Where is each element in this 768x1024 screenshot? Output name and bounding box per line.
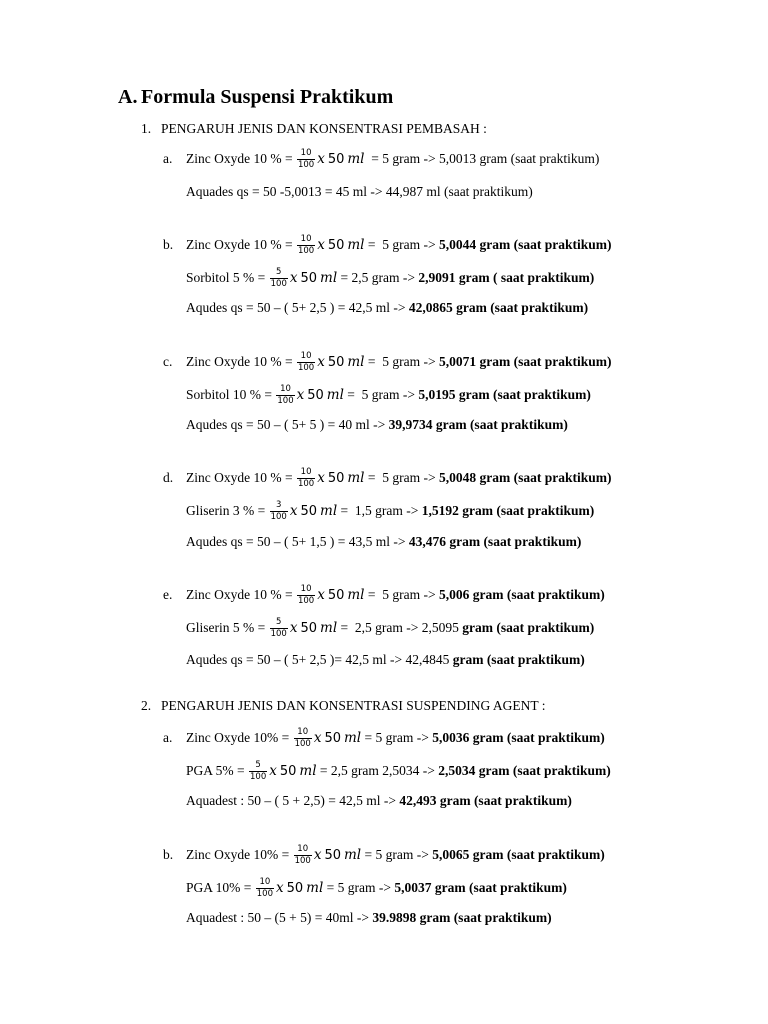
math-times: x — [289, 503, 298, 519]
fraction-denominator: 100 — [270, 278, 287, 289]
math-unit: ml — [347, 587, 365, 603]
math-value: 50 — [327, 237, 345, 253]
fraction-numerator: 5 — [276, 267, 282, 277]
formula-line — [186, 148, 599, 170]
formula-line — [186, 877, 567, 899]
result-value: 5,0195 gram (saat praktikum) — [418, 387, 591, 402]
section-number: 1. — [141, 121, 152, 136]
math-value: 50 — [279, 763, 297, 779]
line-text: Zinc Oxyde 10 % = — [186, 587, 296, 602]
fraction — [297, 235, 315, 255]
math-unit: ml — [344, 847, 362, 863]
math-value: 50 — [327, 587, 345, 603]
math-unit: ml — [347, 237, 365, 253]
section-title: PENGARUH JENIS DAN KONSENTRASI SUSPENDING AGENT : — [161, 698, 546, 713]
fraction — [249, 761, 267, 781]
formula-line — [186, 467, 611, 489]
math-value: 50 — [307, 387, 324, 403]
result-value: 5,0048 gram (saat praktikum) — [438, 470, 612, 485]
fraction-denominator: 100 — [250, 771, 267, 782]
fraction-numerator: 10 — [297, 844, 309, 854]
formula-line — [186, 790, 572, 812]
line-text: Zinc Oxyde 10 % = — [186, 470, 296, 485]
line-text: = 5 gram -> — [343, 387, 419, 402]
line-text: Aqudes qs = 50 – ( 5+ 1,5 ) = 43,5 ml -> — [186, 534, 409, 549]
fraction-denominator: 100 — [270, 511, 287, 522]
fraction-numerator: 10 — [300, 148, 312, 158]
fraction-denominator: 100 — [297, 159, 315, 170]
fraction-numerator: 10 — [300, 351, 312, 361]
result-value: 39.9898 gram (saat praktikum) — [372, 910, 552, 925]
math-times: x — [317, 354, 325, 370]
result-value: 5,0065 gram (saat praktikum) — [432, 847, 605, 862]
item-label: e. — [163, 587, 173, 602]
line-text: Zinc Oxyde 10% = — [186, 847, 293, 862]
page-heading — [118, 86, 393, 109]
formula-line — [186, 500, 594, 522]
line-text: = 5 gram -> — [323, 880, 395, 895]
fraction-numerator: 5 — [255, 760, 261, 770]
math-unit: ml — [320, 503, 338, 519]
formula-line — [186, 760, 611, 782]
result-value: 42,0865 gram (saat praktikum) — [408, 300, 589, 315]
math-times: x — [317, 587, 325, 603]
result-value: 1,5192 gram (saat praktikum) — [421, 503, 595, 518]
formula-line — [186, 649, 585, 671]
item-label: d. — [163, 470, 174, 485]
line-text: = 5 gram -> 5,0013 gram (saat praktikum) — [364, 151, 600, 166]
result-value: 2,5034 gram (saat praktikum) — [438, 763, 611, 778]
formula-line — [186, 727, 605, 749]
result-value: 5,0044 gram (saat praktikum) — [438, 237, 612, 252]
formula-line — [186, 234, 611, 256]
formula-line — [186, 531, 581, 553]
section-heading-1 — [141, 121, 487, 137]
math-value: 50 — [327, 354, 345, 370]
formula-line — [186, 907, 552, 929]
math-unit: ml — [326, 387, 344, 403]
math-unit: ml — [299, 763, 317, 779]
fraction-denominator: 100 — [277, 395, 294, 406]
section-number: 2. — [141, 698, 152, 713]
fraction — [294, 728, 312, 748]
math-times: x — [296, 387, 305, 403]
fraction-numerator: 10 — [259, 877, 271, 887]
line-text: Zinc Oxyde 10% = — [186, 730, 293, 745]
line-text: Zinc Oxyde 10 % = — [186, 151, 296, 166]
fraction — [276, 385, 294, 405]
math-times: x — [313, 730, 322, 746]
fraction-numerator: 10 — [300, 467, 312, 477]
result-value: 5,006 gram (saat praktikum) — [438, 587, 605, 602]
fraction — [297, 149, 315, 169]
line-text: = 5 gram -> — [361, 847, 433, 862]
fraction — [256, 878, 274, 898]
line-text: PGA 10% = — [186, 880, 255, 895]
fraction — [297, 352, 315, 372]
math-unit: ml — [320, 620, 338, 636]
result-value: gram (saat praktikum) — [462, 620, 595, 635]
fraction — [297, 468, 315, 488]
fraction-numerator: 10 — [297, 727, 309, 737]
item-label: c. — [163, 354, 173, 369]
line-text: Gliserin 3 % = — [186, 503, 269, 518]
line-text: Aqudes qs = 50 – ( 5+ 5 ) = 40 ml -> — [186, 417, 389, 432]
line-text: Sorbitol 5 % = — [186, 270, 269, 285]
item-label: b. — [163, 237, 174, 252]
section-title: PENGARUH JENIS DAN KONSENTRASI PEMBASAH : — [161, 121, 487, 136]
fraction-denominator: 100 — [256, 888, 273, 899]
fraction-numerator: 10 — [300, 234, 312, 244]
heading-letter: A. — [118, 86, 138, 108]
line-text: = 5 gram -> — [364, 587, 439, 602]
fraction-denominator: 100 — [270, 628, 287, 639]
section-heading-2 — [141, 698, 546, 714]
fraction-denominator: 100 — [297, 245, 315, 256]
item-label: a. — [163, 151, 173, 166]
line-text: = 5 gram -> — [361, 730, 433, 745]
line-text: = 2,5 gram 2,5034 -> — [316, 763, 439, 778]
result-value: gram (saat praktikum) — [452, 652, 585, 667]
result-value: 43,476 gram (saat praktikum) — [408, 534, 582, 549]
fraction-numerator: 10 — [300, 584, 312, 594]
line-text: = 5 gram -> — [364, 237, 439, 252]
formula-line — [186, 297, 588, 319]
math-times: x — [317, 151, 325, 167]
fraction-denominator: 100 — [294, 855, 311, 866]
math-unit: ml — [320, 270, 338, 286]
math-value: 50 — [327, 151, 345, 167]
result-value: 5,0036 gram (saat praktikum) — [432, 730, 605, 745]
math-times: x — [317, 470, 325, 486]
fraction — [270, 268, 288, 288]
fraction — [270, 501, 288, 521]
line-text: = 5 gram -> — [364, 470, 439, 485]
math-value: 50 — [324, 730, 341, 746]
fraction — [270, 618, 288, 638]
formula-line — [186, 414, 568, 436]
line-text: Zinc Oxyde 10 % = — [186, 354, 296, 369]
line-text: Sorbitol 10 % = — [186, 387, 276, 402]
formula-line — [186, 584, 605, 606]
result-value: 2,9091 gram ( saat praktikum) — [418, 270, 595, 285]
math-value: 50 — [300, 503, 318, 519]
fraction-denominator: 100 — [297, 478, 315, 489]
formula-line — [186, 351, 611, 373]
formula-line — [186, 617, 594, 639]
formula-line — [186, 844, 605, 866]
fraction — [297, 585, 315, 605]
math-times: x — [317, 237, 325, 253]
math-times: x — [289, 620, 298, 636]
result-value: 5,0071 gram (saat praktikum) — [438, 354, 612, 369]
fraction — [294, 845, 312, 865]
line-text: = 2,5 gram -> 2,5095 — [337, 620, 463, 635]
fraction-numerator: 10 — [280, 384, 291, 394]
math-value: 50 — [300, 270, 318, 286]
line-text: Aqudes qs = 50 – ( 5+ 2,5 ) = 42,5 ml -> — [186, 300, 409, 315]
fraction-denominator: 100 — [297, 362, 315, 373]
formula-line — [186, 181, 533, 203]
item-label: a. — [163, 730, 173, 745]
math-unit: ml — [347, 151, 365, 167]
math-times: x — [289, 270, 298, 286]
line-text: = 1,5 gram -> — [337, 503, 422, 518]
line-text: Aquadest : 50 – ( 5 + 2,5) = 42,5 ml -> — [186, 793, 400, 808]
math-unit: ml — [347, 470, 365, 486]
math-value: 50 — [327, 470, 345, 486]
math-times: x — [269, 763, 277, 779]
fraction-denominator: 100 — [297, 595, 315, 606]
line-text: Zinc Oxyde 10 % = — [186, 237, 296, 252]
formula-line — [186, 384, 591, 406]
line-text: Aqudes qs = 50 – ( 5+ 2,5 )= 42,5 ml -> 42,4845 — [186, 652, 453, 667]
line-text: = 2,5 gram -> — [337, 270, 419, 285]
math-times: x — [313, 847, 322, 863]
fraction-numerator: 5 — [276, 617, 282, 627]
math-value: 50 — [324, 847, 341, 863]
fraction-denominator: 100 — [294, 738, 311, 749]
math-unit: ml — [347, 354, 365, 370]
math-value: 50 — [286, 880, 304, 896]
line-text: PGA 5% = — [186, 763, 248, 778]
result-value: 42,493 gram (saat praktikum) — [399, 793, 572, 808]
result-value: 39,9734 gram (saat praktikum) — [388, 417, 568, 432]
item-label: b. — [163, 847, 174, 862]
math-unit: ml — [344, 730, 362, 746]
formula-line — [186, 267, 594, 289]
result-value: 5,0037 gram (saat praktikum) — [394, 880, 567, 895]
heading-title: Formula Suspensi Praktikum — [141, 86, 394, 108]
math-value: 50 — [300, 620, 318, 636]
fraction-numerator: 3 — [276, 500, 282, 510]
math-times: x — [275, 880, 284, 896]
line-text: = 5 gram -> — [364, 354, 439, 369]
line-text: Gliserin 5 % = — [186, 620, 269, 635]
math-unit: ml — [306, 880, 324, 896]
line-text: Aquades qs = 50 -5,0013 = 45 ml -> 44,987 ml (saat praktikum) — [186, 184, 533, 199]
line-text: Aquadest : 50 – (5 + 5) = 40ml -> — [186, 910, 373, 925]
